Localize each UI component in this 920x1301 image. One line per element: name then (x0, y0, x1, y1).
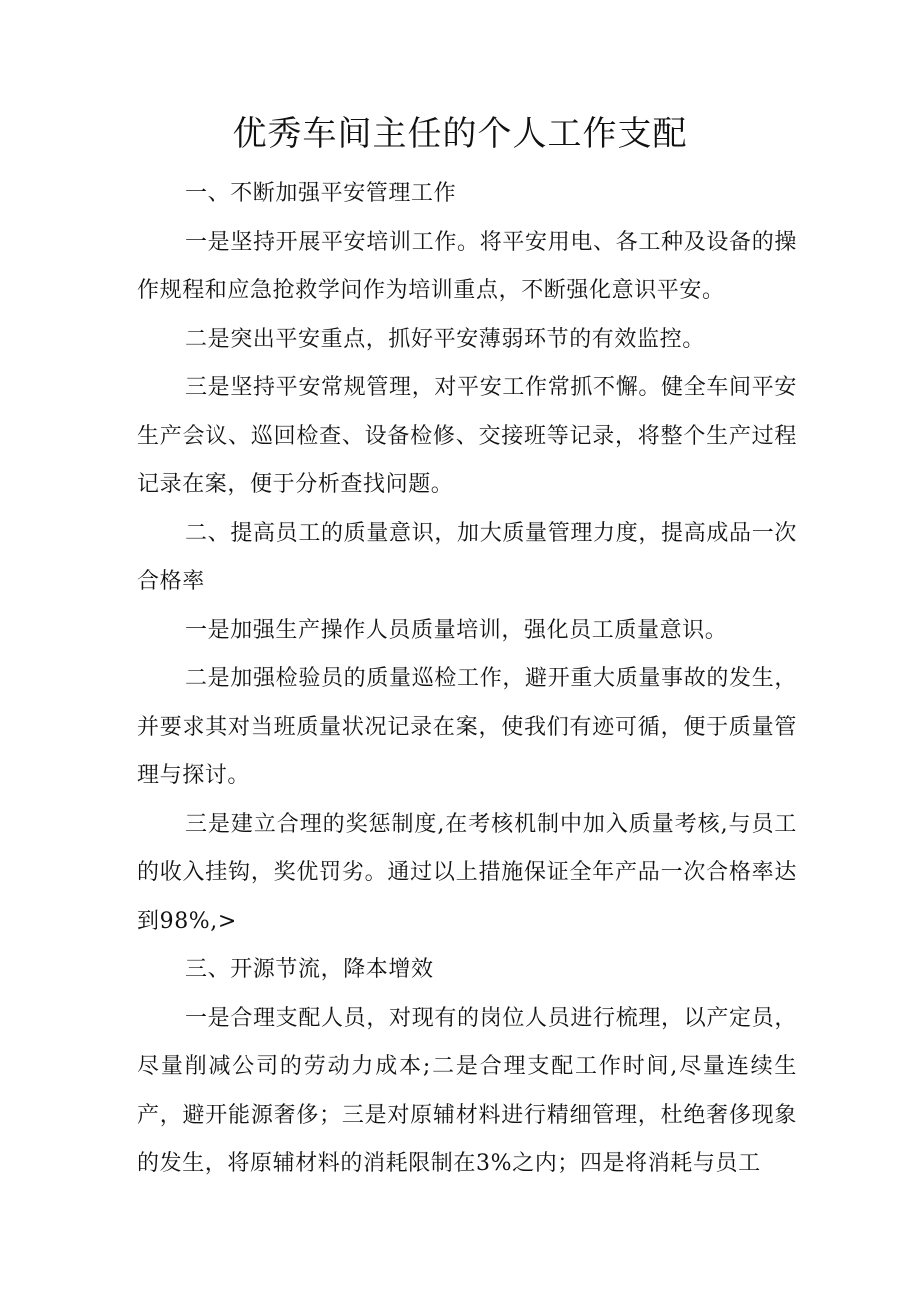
section-heading-cost: 三、开源节流，降本增效 (185, 957, 434, 982)
paragraph: 二是加强检验员的质量巡检工作，避开重大质量事故的发生，并要求其对当班质量状况记录在案，使我们有迹可循，便于质量管理与探讨。 (137, 666, 797, 788)
section-heading-quality: 二、提高员工的质量意识，加大质量管理力度，提高成品一次合格率 (137, 520, 797, 594)
paragraph: 一是合理支配人员，对现有的岗位人员进行梳理，以产定员，尽量削减公司的劳动力成本;二是合理支配工作时间,尽量连续生产，避开能源奢侈；三是对原辅材料进行精细管理，杜绝奢侈现象的发生，将原辅材料的消耗限制在3%之内；四是将消耗与员工 (137, 1005, 797, 1176)
document-body (137, 170, 797, 1189)
paragraph: 三是坚持平安常规管理，对平安工作常抓不懈。健全车间平安生产会议、巡回检查、设备检修、交接班等记录，将整个生产过程记录在案，便于分析查找问题。 (137, 375, 797, 497)
document-title: 优秀车间主任的个人工作支配 (232, 114, 688, 154)
paragraph: 三是建立合理的奖惩制度,在考核机制中加入质量考核,与员工的收入挂钩，奖优罚劣。通过以上措施保证全年产品一次合格率达到98%,> (137, 811, 797, 934)
section-heading-safety: 一、不断加强平安管理工作 (185, 181, 457, 206)
paragraph: 一是坚持开展平安培训工作。将平安用电、各工种及设备的操作规程和应急抢救学问作为培训重点，不断强化意识平安。 (137, 229, 797, 303)
paragraph: 一是加强生产操作人员质量培训，强化员工质量意识。 (185, 617, 728, 643)
paragraph: 二是突出平安重点，抓好平安薄弱环节的有效监控。 (185, 326, 705, 352)
